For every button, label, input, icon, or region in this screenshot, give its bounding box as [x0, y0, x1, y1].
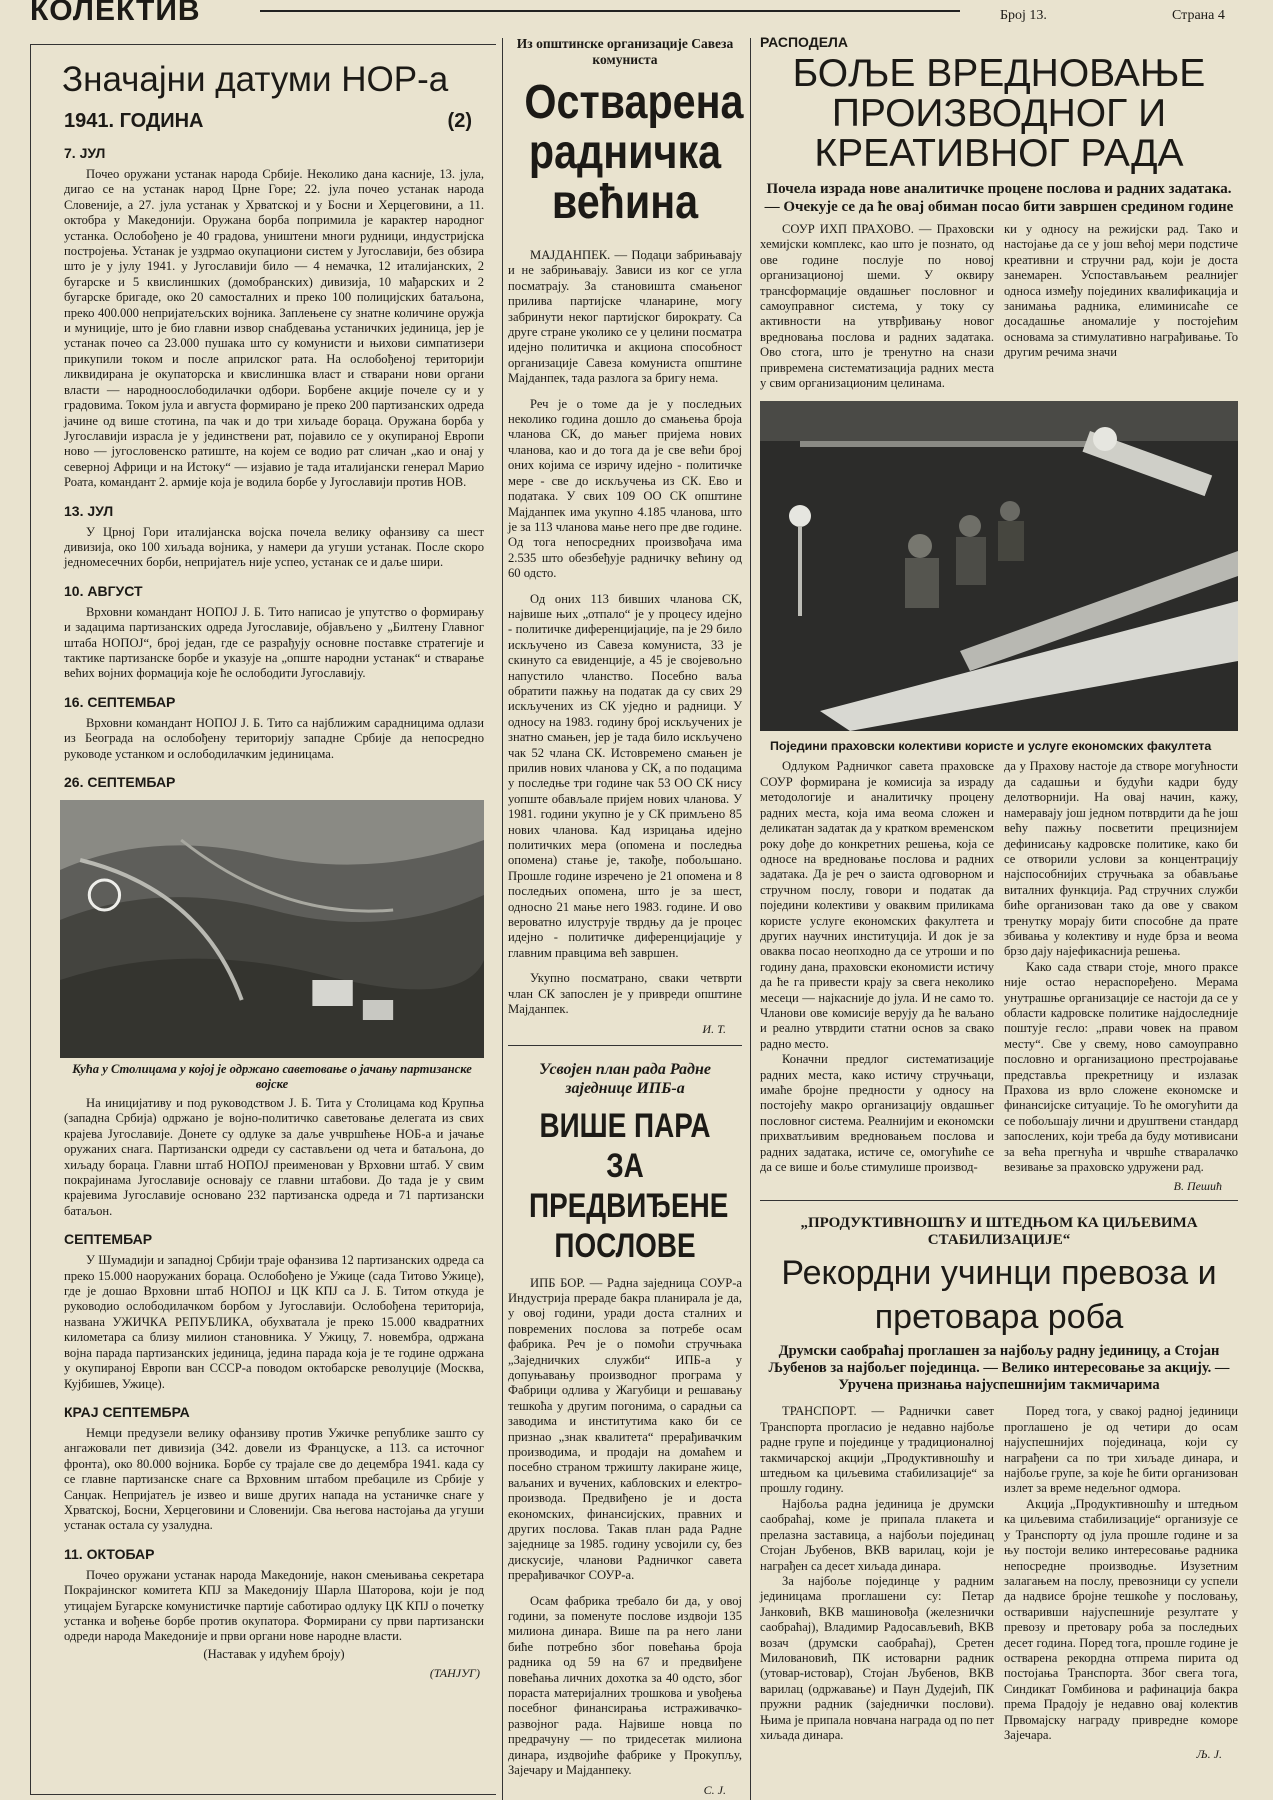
signature-2: Љ. Ј. [1196, 1747, 1222, 1762]
section-heading: 10. АВГУСТ [64, 582, 143, 599]
paragraph: Укупно посматрано, сваки четврти члан СК запослен је у привреди општине Мајданпек. [508, 971, 742, 1017]
section-rule [760, 1200, 1238, 1201]
masthead-rule [260, 10, 960, 12]
article-headline: Остварена радничка већина [524, 76, 744, 229]
paragraph: Немци предузели велику офанзиву против Ужичке републике зашто су ангажовали пет дивизија (342. довели из Француске, а 113. са источног фронта), око 80.000 војника. Борбе су трајале све до децембра 1941. када су се главне партизанске снаге са Врховним штабом пребациле из Србије у Санџак. Непријатељ је извео и више других напада на устаничке снаге у Хрватској, Босни, Херцеговини и Словенији. Сва његова настојања да угуши устанак остала су узалудна. [64, 1425, 484, 1533]
workers-photo [760, 401, 1238, 731]
photo-caption: Поједини праховски колективи користе и услуге економских факултета [770, 739, 1212, 754]
section-rule [508, 1045, 742, 1046]
section-heading: КРАЈ СЕПТЕМБРА [64, 1403, 190, 1420]
article-kicker: Из општинске организације Савеза комуниста [516, 36, 734, 67]
masthead [0, 0, 1273, 30]
article-prahovo [760, 34, 1238, 1763]
photo-caption: Кућа у Столицама у којој је одржано саветовање о јачању партизанске војске [72, 1062, 472, 1091]
credit: (ТАНЈУГ) [429, 1666, 480, 1681]
article-headline-2: ВИШЕ ПАРА ЗА ПРЕДВИЂЕНЕ ПОСЛОВЕ [529, 1106, 729, 1265]
paragraph: Врховни командант НОПОЈ Ј. Б. Тито написао је упутство о формирању и задацима партизанских одреда Југославије, објављено у „Билтену Главног штаба НОПОЈ“, број један, где се разрађују основне поставке стратегије и тактике партизанске борбе и указује на „опште народни устанак“ и стварање већих војних формација које ће ослободити Југославију. [64, 604, 484, 681]
left-border [30, 44, 31, 1794]
article-kicker-2: „ПРОДУКТИВНОШЋУ И ШТЕДЊОМ КА ЦИЉЕВИМА СТАБИЛИЗАЦИЈЕ“ [800, 1215, 1198, 1249]
section-heading: СЕПТЕМБАР [64, 1231, 153, 1248]
text-column: ки у односу на режијски рад. Тако и настојање да се у још већој мери подстиче креативни и стручни рад, који је доста занемарен. Успостављањем реалнијег односа између појединих квалификација и занимања радника, елиминисаће се досадашње аномалије у постојећим основама за стимулативно награђивање. То другим речима значи [1004, 222, 1238, 360]
text-column: ТРАНСПОРТ. — Раднички савет Транспорта прогласио је недавно најбоље радне групе и појединце у традиционалној такмичарској акцији „Продуктивношћу и штедњом ка циљевима стабилизације“ за прошлу годину. Најбоља радна јединица је друмски саобраћај, коме је припала плакета и прелазна заставица, а најбољи појединац Стојан Љубенов, ВКВ варилац, који је награђен са десет хиљада динара. За најбоље појединце у радним јединицама проглашени су: Петар Јанковић, ВКВ машиновођа (железнички саобраћај), Владимир Радосављевић, ВКВ возач (друмски саобраћај), Сретен Миловановић, ПК истоварни радник (утовар-истовар), Стојан Љубенов, ВКВ варилац (одржавање) и Паун Дудејић, ПК пружни радник (заједнички послови). Њима је припала новчана награда од по пет хиљада динара. [760, 1404, 994, 1742]
text-column: Поред тога, у свакој радној јединици проглашено је од четири до осам најуспешнијих појединаца, који су награђени са по три хиљаде динара, и најбоље групе, за које ће бити организован излет за време недељног одмора. Акција „Продуктивношћу и штедњом ка циљевима стабилизације“ организује се у Транспорту од јула прошле године и за њу постоји велико интересовање радника непосредне производње. Изузетним залагањем на послу, превозници су успели да надвисе бројне тешкоће у пословању, остваривши најуспешније резултате у превозу и претовару роба за последњих десет година. Поред тога, прошле године је остварена рекордна отпрема пирита од постојања Транспорта. Због свега тога, Синдикат Гомбинова и рафинација бакра према Прадоју је недавно овај колектив Првомајску награду привредне коморе Зајечара. Љ. Ј. [1004, 1404, 1238, 1762]
house-photo [60, 800, 484, 1058]
section-heading: 11. ОКТОБАР [64, 1545, 155, 1562]
article-headline: БОЉЕ ВРЕДНОВАЊЕ ПРОИЗВОДНОГ И КРЕАТИВНОГ РАДА [792, 52, 1206, 175]
article-kicker: РАСПОДЕЛА [760, 34, 848, 50]
paragraph: У Црној Гори италијанска војска почела велику офанзиву са шест дивизија, око 100 хиљада војника, у намери да угуши устанак. После скоро једномесечних борби, непријатељ није успео, устанак се и даље шири. [64, 524, 484, 570]
sections-block-2 [48, 1096, 496, 1645]
left-bottom-rule [30, 1794, 496, 1795]
text-column: Одлуком Радничког савета праховске СОУР формирана је комисија за израду методологије и аналитичку процену радних места, која има веома сложен и деликатан задатак да у кратком временском року дође до конкретних решења, која се односе на вредновање послова и радних задатака. Да је реч о заиста одговорном и стручном послу, говори и податак да поједини колективи у оваквим приликама користе услуге економских факултета и других научних институција. И док је за оваква посао неопходно да се утроши и по годину дана, праховски економисти истичу да ће га привести крају за свега неколико месеци — најкасније до јула. И не само то. Чланови ове комисије верују да ће ваљано и реално утврдити статни основ за свако радно место. Коначни предлог систематизације радних места, како истичу стручњаци, имаће бројне предности у односу на постојећу макро организацију овдашњег пословног система. Реалнијим и економски прихватљивим вредновањем послова и радних задатака, истиче се, омогућиће се да се више и боље стимулише производ- [760, 759, 994, 1175]
paragraph: На иницијативу и под руководством Ј. Б. Тита у Столицама код Крупња (западна Србија) одржано је војно-политичко саветовање делегата из свих крајева Југославије. Донете су одлуке за даље учвршћење НОБ-а и јачање оружаних снага. Партизански одреди су састављени од чета и батаљона, до хиљаду бораца. Главни штаб НОПОЈ преименован у Врховни штаб. У свим покрајинама Југославије основају се главни штабови. До тада је у свим крајевима Југославије основано 232 партизанска одреда и 71 партизански батаљон. [64, 1096, 484, 1218]
text-column: СОУР ИХП ПРАХОВО. — Праховски хемијски комплекс, као што је познато, од ове године послује по новој организационој шеми. У оквиру трансформације овдашњег пословног и самоуправног система, у току су активности на утврђивању новог вредновања послова и радних задатака. Ово стога, што је тренутно на снази привремена систематизација радних места у свим организационим целинама. [760, 222, 994, 391]
column-divider [750, 38, 751, 1800]
article-deck: Почела израда нове аналитичке процене послова и радних задатака. — Очекује се да ће овај обиман посао бити завршен средином године [764, 181, 1234, 215]
paragraph: У Шумадији и западној Србији траје офанзива 12 партизанских одреда са преко 15.000 наоружаних бораца. Ослобођено је Ужице (сада Титово Ужице), где је дошао Врховни штаб НОПОЈ и ЦК КПЈ са Ј. Б. Титом откуда је руководио ослободилачком борбом у Југославији. Ослобођена територија, названа УЖИЧКА РЕПУБЛИКА, обухватала је преко 15.000 квадратних километара са близу милион становника. У Ужицу, 7. новембра, одржана војна парада партизанских јединица, једина парада која је те године одржана у окупираној Европи ван СССР-а поводом октобарске револуције (Москва, Кујбишев, Ужице). [64, 1253, 484, 1391]
sections-block [48, 145, 496, 790]
landscape-photo [60, 800, 484, 1058]
part-number: (2) [447, 110, 472, 132]
paragraph: МАЈДАНПЕК. — Подаци забрињавају и не забрињавају. Зависи из ког се угла посматрају. За становишта смањеног прилива партијске чланарине, могу забринути неког партијског бирократу. Са друге стране уколико се у целини посматра идејно политичка и акциона способност организације Савеза комуниста општине Мајданпек, тада разлога за бригу нема. [508, 248, 742, 386]
factory-photo [760, 401, 1238, 731]
text-column: да у Прахову настоје да створе могућности да садашњи и будући кадри буду делотворнији. На овај начин, кажу, намеравају још једном потврдити да ће још већу пажњу посветити прецизнијем дефинисању кадровске политике, како би се отворили услови за концентрацију најспособнијих стручњака за обављање виталних функција. Рад стручних служби биће организован тако да ове у сваком тренутку морају бити способне да прате збивања у колективу и нуде брза и веома брзо дају најефикаснија решења. Како сада ствари стоје, много праксе није остао нераспоређено. Мерама унутрашње организације се настоји да се у области кадровске политике најдоследније поштује гесло: „прави човек на правом месту“. Све у свему, ново самоуправно пословно и организационо престројавање представља прекретницу и излазак Прахова из врло сложене економске и финансијске ситуације. То ће омогућити да се побољшају лични и друштвени стандард запослених, који треба да буду мотивисани за већа прегнућа и чвршће стваралачко везивање за праховско удружени рад. [1004, 759, 1238, 1175]
year-label: 1941. ГОДИНА [64, 110, 204, 132]
article-majdanpek [508, 34, 742, 1798]
paragraph: Врховни командант НОПОЈ Ј. Б. Тито са најближим сарадницима одлази из Београда на ослобођену територију западне Србије да непосредно руководе устанком и ослободилачким јединицама. [64, 715, 484, 761]
column-divider [502, 38, 503, 1800]
section-heading: 7. ЈУЛ [64, 145, 106, 161]
article-body-bottom [760, 759, 1238, 1175]
newspaper-title: КОЛЕКТИВ [30, 0, 201, 27]
article-title: Значајни датуми НОР-а [62, 60, 449, 99]
paragraph: Почео оружани устанак народа Македоније, након смењивања секретара Покрајинског комитета КПЈ за Македонију Шарла Шаторова, који је под утицајем Бугарске комунистичке партије саботирао одлуку ЦК КПЈ о почетку устанка и вођење борбе против окупатора. Формирани су први партизански одреди народа Македоније и први органи нове народне власти. [64, 1567, 484, 1644]
page-number: Страна 4 [1172, 8, 1225, 23]
section-heading: 13. ЈУЛ [64, 502, 114, 519]
continued-note: (Наставак у идућем броју) [203, 1646, 345, 1661]
signature-2: С. Ј. [703, 1782, 726, 1797]
year-heading [48, 110, 484, 133]
paragraph: Почео оружани устанак народа Србије. Неколико дана касније, 13. јула, дигао се на устанак народ Црне Горе; 22. јула почео устанак народа Словеније, а 27. јула устанак у Хрватској и у Босни и Херцеговини, а 11. октобра у Македонији. Оружана борба попримила је карактер народног устанка. Ослобођено је 40 градова, уништени многи рудници, индустријска постројења. Устанак је уздрмао окупациони систем у Југославији, без обзира што је у јулу 1941. у Југославији било — 4 немачка, 12 италијанских, 2 бугарске и 5 квислиншких (домобранских) дивизија, 10 мађарских и 2 бугарске бригаде, око 20 самосталних и преко 100 полицијских батаљона, преко 400.000 непријатељских војника. Заплењене су знатне количине оружја и муниције, што је био главни извор снабдевања устаничких јединица, јер је устанак почео са 23.000 пушака што су комунисти и њихови симпатизери прикупили током и после априлског рата. На ослобођеној територији ликвидирана је окупаторска и квислиншка власт и стварани нови органи власти — народноослободилачки одбори. Борбене акције почеле су и у градовима. Током јула и августа формирано је преко 200 партизанских одреда јачине од више стотина, па чак и до три хиљаде бораца. Оружана борба у Југославији израсла је у јединствени рат, појавило се у окупираној Европи ново — југословенско ратиште, на којем се водио рат сличан „као и онај у северној Африци и на Истоку“ — изјавио је тада италијански генерал Марио Роата, командант 2. армије која је водила борбе у Југославији против НОВ. [64, 167, 484, 490]
article-body [508, 248, 742, 1018]
section-heading: 16. СЕПТЕМБАР [64, 693, 176, 710]
section-heading: 26. СЕПТЕМБАР [64, 774, 176, 790]
signature: И. Т. [702, 1021, 726, 1036]
article-body-top [760, 222, 1238, 391]
article-kicker-2: Усвојен план рада Радне заједнице ИПБ-а [539, 1060, 711, 1097]
article-headline-2: Рекордни учинци превоза и претовара роба [781, 1254, 1217, 1337]
article-nor-dates [48, 44, 496, 1681]
signature: В. Пешић [1173, 1179, 1222, 1194]
paragraph: ИПБ БОР. — Радна заједница СОУР-а Индустрија прераде бакра планирала је да, у овој години, уради доста сталних и повремених послова за потребе осам фабрика. Реч је о помоћи стручњака „Заједничких служби“ ИПБ-а у допуњавању производног програма у Фабрици одлива у Жагубици и решавању тешкоћа у другим погонима, о сарадњи са заводима и институтима како би се признао „знак квалитета“ прерађивачким производима, и продаји на домаћем и посебно страном тржишту лакиране жице, ваљаних и вучених, кабловских и електро-производа. Предвиђено је и доста економских, финансијских, правних и других послова. Такав план рада Радне заједнице за 1985. годину усвојили су, без дискусије, чланови Радничког савета прерађивачког СОУР-а. [508, 1275, 742, 1583]
issue-number: Број 13. [1000, 8, 1047, 23]
paragraph: Реч је о томе да је у последњих неколико година дошло до смањења броја чланова СК, до мањег пријема нових чланова, као и до тога да је све већи број оних којима се изричу идејно - политичке мере - све до искључења из СК. Ево и података. У свих 109 ОО СК општине Мајданпек има укупно 4.185 чланова, што је за 113 чланова мање него пре две године. Од тога непосредних произвођача има 2.535 што обезбеђује радничку већину од 60 одсто. [508, 396, 742, 581]
article-body-transport [760, 1404, 1238, 1762]
paragraph: Осам фабрика требало би да, у овој години, за поменуте послове издвоји 135 милиона динара. Више па ра него лани биће потребно због повећања броја радника од 59 на 67 и предвиђене повећања личних дохотка за 40 одсто, због пораста материјалних трошкова и увођења посебног финансирања истраживачко-развојног рада. Највише новца по предрачуну — по тридесетак милиона динара, издвојиће фабрике у Прокупљу, Зајечару и Мајданпеку. [508, 1593, 742, 1778]
paragraph: Од оних 113 бивших чланова СК, највише њих „отпало“ је у процесу идејно - политичке диференцијације, па је 29 било искључено из Савеза комуниста, 33 је скинуто са евиденције, а 45 је својевољно напустило чланство. Посебно ваља обратити пажњу на податак да су свих 29 искључених из СК уједно и радници. У односу на 1983. годину број искључених је знатно смањен, јер је тада било искључено чак 52 члана СК. Истовремено смањен је прилив нових чланова у СК, а по подацима у последње три године чак 53 ОО СК нису уопште обављале пријем нових чланова. У 1981. години укупно је у СК примљено 85 нових чланова. Кад изрицања идејно политичких мера (опомена и последња опомена) стање је, такође, побољшано. Прошле године изречено је 21 опомена и 8 последњих опомена, што је за шест, односно 21 мање него 1983. године. И ово вероватно илуструје тврдњу да је процес идејно - политичке диференцијације у главним правцима већ завршен. [508, 591, 742, 960]
article-body-2 [508, 1276, 742, 1779]
article-deck-2: Друмски саобраћај проглашен за најбољу радну јединицу, а Стојан Љубенов за најбољег појединца. — Велико интересовање за акцију. — Уручена признања најуспешнијим такмичарима [768, 1343, 1230, 1394]
